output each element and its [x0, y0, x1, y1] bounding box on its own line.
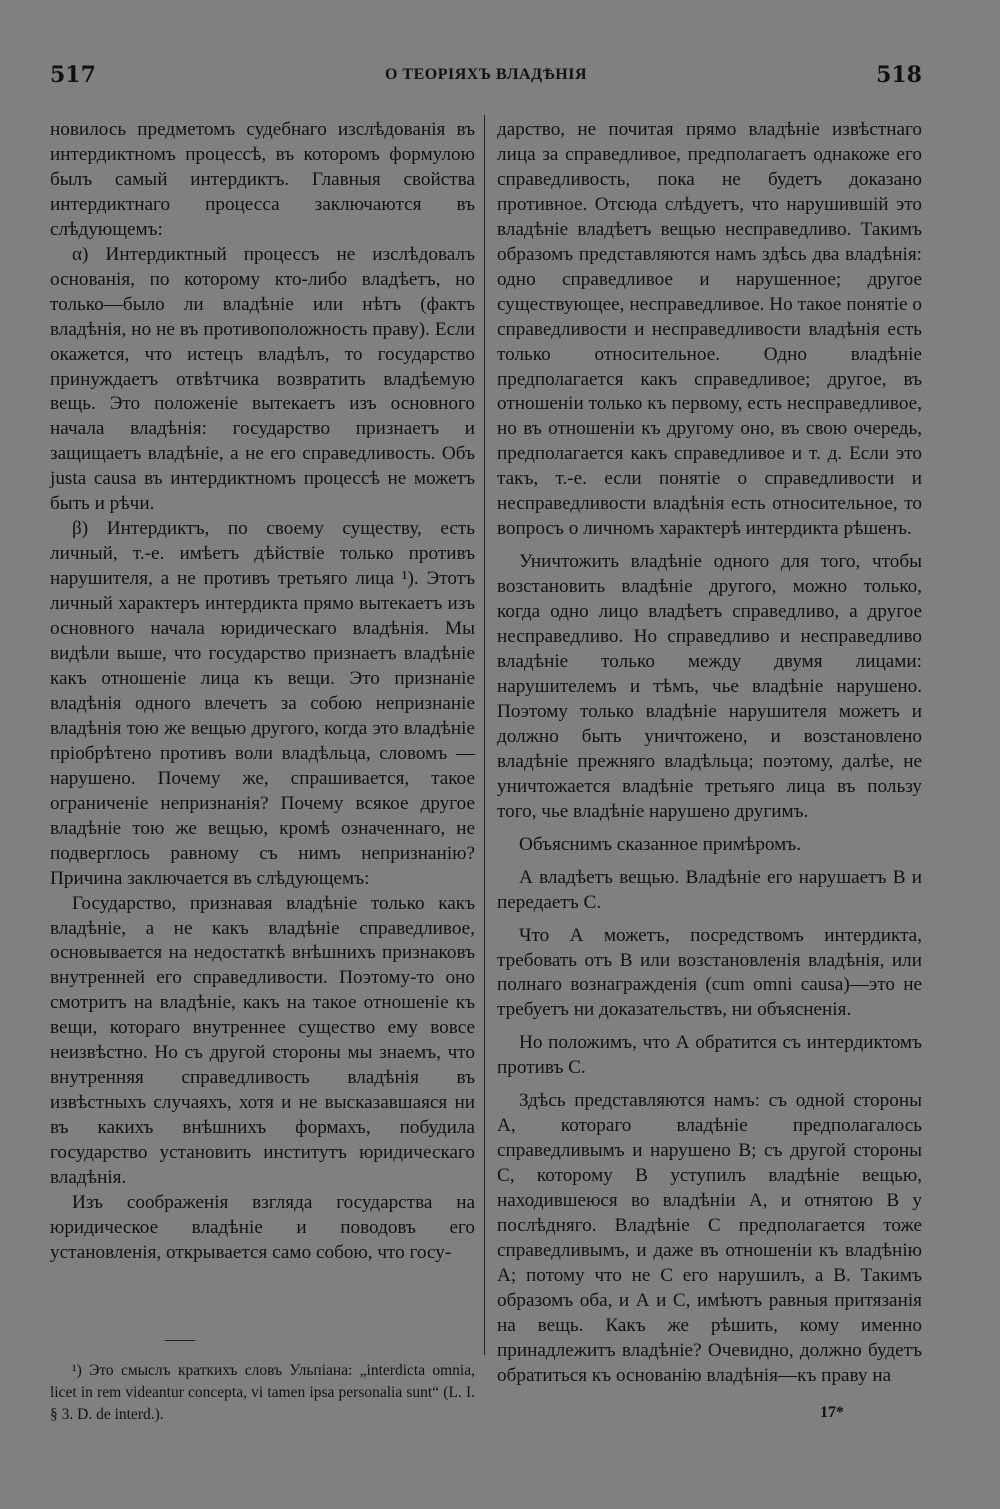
paragraph: Государство, признавая владѣніе только какъ владѣніе, а не какъ владѣніе справедливое, основывается на недостаткѣ внѣшнихъ признаковъ внутренней его справедливости. Поэтому-то оно смотритъ на владѣніе, какъ на такое отношеніе къ вещи, котораго внутреннее существо ему вовсе неизвѣстно. Но съ другой стороны мы знаемъ, что внутренняя справедливость владѣнія въ извѣстныхъ случаяхъ, хотя и не высказавшаяся ни въ какихъ внѣшнихъ формахъ, побудила государство установить институтъ юридическаго владѣнія.: [50, 892, 475, 1189]
paragraph: новилось предметомъ судебнаго изслѣдованія въ интердиктномъ процессѣ, въ которомъ формулою былъ самый интердиктъ. Главныя свойства интердиктнаго процесса заключаются въ слѣдующемъ:: [50, 119, 475, 240]
footnote-text: ¹) Это смыслъ краткихъ словъ Ульпіана: „interdicta omnia, licet in rem videantur concepta, vi tamen ipsa personalia sunt“ (L. I. § 3. D. de interd.).: [50, 1362, 475, 1423]
paragraph: Уничтожить владѣніе одного для того, чтобы возстановить владѣніе другого, можно только, когда одно лицо владѣетъ справедливо, а другое несправедливо. Но справедливо и несправедливо владѣніе только между двумя лицами: нарушителемъ и тѣмъ, чье владѣніе нарушено. Поэтому только владѣніе нарушителя можетъ и должно быть уничтожено, и возстановлено владѣніе прежняго владѣльца; поэтому, далѣе, не уничтожается владѣніе третьяго лица въ пользу того, чье владѣніе нарушено другимъ.: [497, 551, 922, 822]
paragraph: А владѣетъ вещью. Владѣніе его нарушаетъ В и передаетъ С.: [497, 866, 922, 913]
page-header: [50, 62, 922, 92]
paragraph: Здѣсь представляются намъ: съ одной стороны А, котораго владѣніе предполагалось справедливымъ и нарушено В; съ другой стороны С, которому В уступилъ владѣніе вещью, находившеюся во владѣніи А, и отнятою В у послѣдняго. Владѣніе С предполагается тоже справедливымъ, и даже въ отношеніи къ владѣнію А; потому что не С его нарушилъ, а В. Такимъ образомъ оба, и А и С, имѣютъ равныя притязанія на вещь. Какъ же рѣшить, кому именно принадлежитъ владѣніе? Очевидно, должно будетъ обратиться къ основанію владѣнія—къ праву на: [497, 1090, 922, 1386]
footnote: [50, 1360, 475, 1426]
left-column: [50, 118, 475, 1266]
paragraph: Но положимъ, что А обратится съ интердиктомъ противъ С.: [497, 1032, 922, 1079]
paragraph: Что А можетъ, посредствомъ интердикта, требовать отъ В или возстановленія владѣнія, или полнаго вознагражденія (cum omni causa)—это не требуетъ ни доказательствъ, ни объясненія.: [497, 924, 922, 1021]
right-column: [497, 118, 922, 1389]
page-number-left: 517: [50, 62, 96, 88]
paragraph: α) Интердиктный процессъ не изслѣдовалъ основанія, по которому кто-либо владѣетъ, но только—было ли владѣніе или нѣтъ (фактъ владѣнія, но не въ противоположность праву). Если окажется, что истецъ владѣлъ, то государство принуждаетъ отвѣтчика возвратить владѣемую вещь. Это положеніе вытекаетъ изъ основного начала владѣнія: государство признаетъ и защищаетъ владѣніе, а не его справедливость. Объ justa causa въ интердиктномъ процессѣ не можетъ быть и рѣчи.: [50, 243, 475, 515]
page-number-right: 518: [876, 62, 922, 88]
footnote-rule: [165, 1340, 195, 1341]
column-divider: [484, 115, 485, 1355]
paragraph: дарство, не почитая прямо владѣніе извѣстнаго лица за справедливое, предполагаетъ однакоже его справедливость, пока не будетъ доказано противное. Отсюда слѣдуетъ, что нарушившій это владѣніе владѣетъ вещью несправедливо. Такимъ образомъ представляются намъ здѣсь два владѣнія: одно справедливое и нарушенное; другое существующее, несправедливое. Но такое понятіе о справедливости и несправедливости владѣнія есть только относительное. Одно владѣніе предполагается какъ справедливое; другое, въ отношеніи только къ первому, есть несправедливое, но въ отношеніи къ другому оно, въ свою очередь, предполагается какъ справедливое и т. д. Если это такъ, т.-е. если понятіе о справедливости и несправедливости владѣнія есть относительное, то вопросъ о личномъ характерѣ интердикта рѣшенъ.: [497, 119, 922, 540]
running-title: О ТЕОРІЯХЪ ВЛАДѢНІЯ: [384, 66, 588, 83]
paragraph: Изъ соображенія взгляда государства на юридическое владѣніе и поводовъ его установленія, открывается само собою, что госу-: [50, 1191, 475, 1263]
signature-mark: 17*: [820, 1404, 844, 1421]
paragraph: Объяснимъ сказанное примѣромъ.: [519, 833, 802, 855]
paragraph: β) Интердиктъ, по своему существу, есть личный, т.-е. имѣетъ дѣйствіе только противъ нарушителя, а не противъ третьяго лица ¹). Этотъ личный характеръ интердикта прямо вытекаетъ изъ основного начала юридическаго владѣнія. Мы видѣли выше, что государство признаетъ владѣніе какъ отношеніе лица къ вещи. Это признаніе владѣнія одного влечетъ за собою непризнаніе владѣнія тою же вещью другого, когда это владѣніе пріобрѣтено противъ воли владѣльца, словомъ — нарушено. Почему же, спрашивается, такое ограниченіе непризнанія? Почему всякое другое владѣніе тою же вещью, кромѣ означеннаго, не подверглось равному съ нимъ непризнанію? Причина заключается въ слѣдующемъ:: [50, 518, 475, 889]
